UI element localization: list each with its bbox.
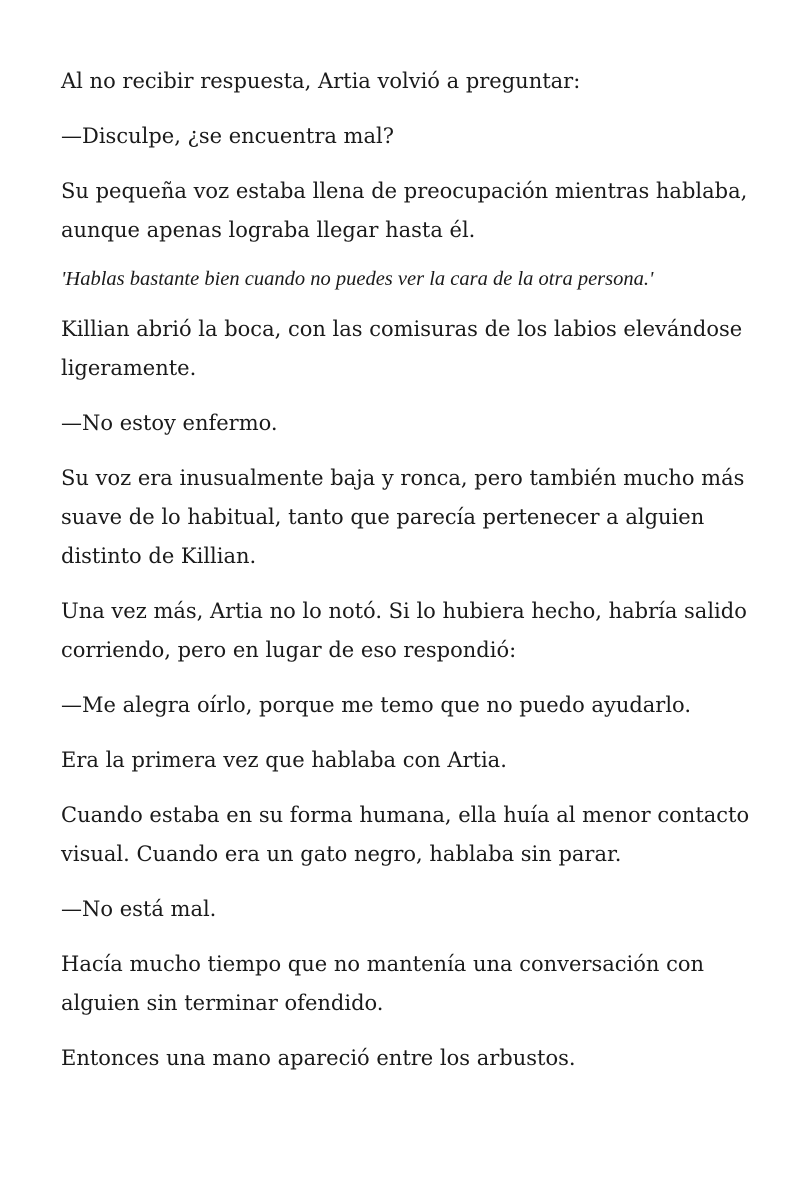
paragraph-narration: Una vez más, Artia no lo notó. Si lo hubiera hecho, habría salido corriendo, pero en lugar de eso respondió:: [61, 599, 747, 662]
paragraph-dialogue: —No estoy enfermo.: [61, 411, 278, 435]
paragraph-narration: Su voz era inusualmente baja y ronca, pero también mucho más suave de lo habitual, tanto que parecía pertenecer a alguien distinto de Killian.: [61, 466, 745, 568]
paragraph-narration: Su pequeña voz estaba llena de preocupación mientras hablaba, aunque apenas lograba llegar hasta él.: [61, 179, 748, 242]
paragraph-inner-thought: 'Hablas bastante bien cuando no puedes ver la cara de la otra persona.': [61, 268, 654, 290]
paragraph-dialogue: —Disculpe, ¿se encuentra mal?: [61, 124, 394, 148]
paragraph-narration: Killian abrió la boca, con las comisuras de los labios elevándose ligeramente.: [61, 317, 743, 380]
paragraph-dialogue: —Me alegra oírlo, porque me temo que no puedo ayudarlo.: [61, 693, 692, 717]
paragraph-narration: Al no recibir respuesta, Artia volvió a preguntar:: [61, 69, 581, 93]
story-page: [61, 62, 751, 1094]
paragraph-narration: Cuando estaba en su forma humana, ella huía al menor contacto visual. Cuando era un gato negro, hablaba sin parar.: [61, 803, 750, 866]
paragraph-dialogue: —No está mal.: [61, 897, 217, 921]
paragraph-narration: Hacía mucho tiempo que no mantenía una conversación con alguien sin terminar ofendido.: [61, 952, 705, 1015]
paragraph-narration: Entonces una mano apareció entre los arbustos.: [61, 1046, 576, 1070]
paragraph-narration: Era la primera vez que hablaba con Artia.: [61, 748, 507, 772]
